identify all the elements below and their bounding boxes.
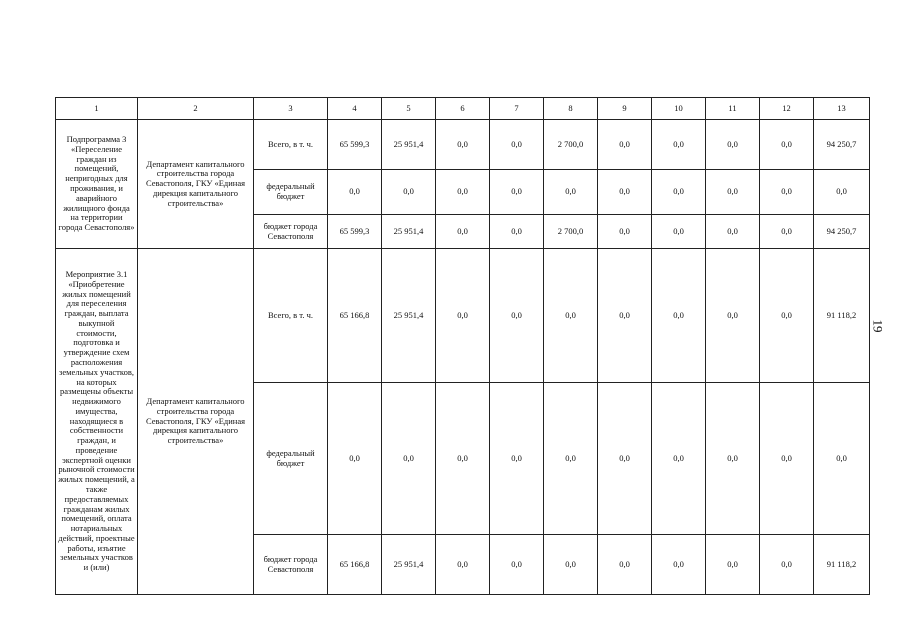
header-cell: 5 xyxy=(382,98,436,120)
value-cell: 0,0 xyxy=(382,170,436,215)
value-cell: 0,0 xyxy=(598,535,652,595)
value-cell: 0,0 xyxy=(706,535,760,595)
value-cell: 0,0 xyxy=(652,535,706,595)
funding-source-cell: бюджет города Севастополя xyxy=(254,535,328,595)
value-cell: 65 599,3 xyxy=(328,120,382,170)
value-cell: 25 951,4 xyxy=(382,249,436,383)
value-cell: 0,0 xyxy=(544,535,598,595)
funding-source-cell: федеральный бюджет xyxy=(254,170,328,215)
value-cell: 94 250,7 xyxy=(814,120,870,170)
value-cell: 65 166,8 xyxy=(328,535,382,595)
header-row xyxy=(56,98,870,120)
funding-source-cell: бюджет города Севастополя xyxy=(254,215,328,249)
value-cell: 0,0 xyxy=(706,215,760,249)
value-cell: 0,0 xyxy=(598,249,652,383)
executor-cell: Департамент капитального строительства города Севастополя, ГКУ «Единая дирекция капитального строительства» xyxy=(138,249,254,595)
value-cell: 0,0 xyxy=(436,170,490,215)
value-cell: 0,0 xyxy=(652,383,706,535)
header-cell: 11 xyxy=(706,98,760,120)
value-cell: 0,0 xyxy=(814,170,870,215)
value-cell: 25 951,4 xyxy=(382,120,436,170)
funding-source-cell: Всего, в т. ч. xyxy=(254,249,328,383)
header-cell: 2 xyxy=(138,98,254,120)
value-cell: 0,0 xyxy=(598,383,652,535)
value-cell: 0,0 xyxy=(760,120,814,170)
value-cell: 65 599,3 xyxy=(328,215,382,249)
value-cell: 0,0 xyxy=(598,170,652,215)
header-cell: 12 xyxy=(760,98,814,120)
value-cell: 0,0 xyxy=(760,170,814,215)
value-cell: 0,0 xyxy=(490,383,544,535)
page-number: 19 xyxy=(870,319,886,333)
header-cell: 7 xyxy=(490,98,544,120)
value-cell: 25 951,4 xyxy=(382,215,436,249)
value-cell: 0,0 xyxy=(652,249,706,383)
header-cell: 6 xyxy=(436,98,490,120)
value-cell: 0,0 xyxy=(760,535,814,595)
value-cell: 25 951,4 xyxy=(382,535,436,595)
value-cell: 0,0 xyxy=(544,249,598,383)
value-cell: 0,0 xyxy=(706,383,760,535)
table-row xyxy=(56,120,870,170)
value-cell: 0,0 xyxy=(598,215,652,249)
value-cell: 65 166,8 xyxy=(328,249,382,383)
value-cell: 2 700,0 xyxy=(544,215,598,249)
budget-table xyxy=(55,97,870,595)
value-cell: 0,0 xyxy=(490,249,544,383)
header-cell: 3 xyxy=(254,98,328,120)
value-cell: 0,0 xyxy=(706,120,760,170)
value-cell: 0,0 xyxy=(706,249,760,383)
executor-cell: Департамент капитального строительства города Севастополя, ГКУ «Единая дирекция капитального строительства» xyxy=(138,120,254,249)
value-cell: 0,0 xyxy=(490,535,544,595)
value-cell: 0,0 xyxy=(436,215,490,249)
value-cell: 0,0 xyxy=(544,170,598,215)
value-cell: 0,0 xyxy=(652,170,706,215)
value-cell: 0,0 xyxy=(652,120,706,170)
header-cell: 1 xyxy=(56,98,138,120)
value-cell: 0,0 xyxy=(760,383,814,535)
value-cell: 0,0 xyxy=(652,215,706,249)
value-cell: 0,0 xyxy=(382,383,436,535)
value-cell: 0,0 xyxy=(436,120,490,170)
header-cell: 13 xyxy=(814,98,870,120)
value-cell: 0,0 xyxy=(436,535,490,595)
value-cell: 0,0 xyxy=(814,383,870,535)
value-cell: 91 118,2 xyxy=(814,535,870,595)
value-cell: 2 700,0 xyxy=(544,120,598,170)
value-cell: 0,0 xyxy=(598,120,652,170)
value-cell: 0,0 xyxy=(490,170,544,215)
value-cell: 91 118,2 xyxy=(814,249,870,383)
value-cell: 0,0 xyxy=(760,249,814,383)
value-cell: 94 250,7 xyxy=(814,215,870,249)
value-cell: 0,0 xyxy=(544,383,598,535)
funding-source-cell: федеральный бюджет xyxy=(254,383,328,535)
header-cell: 4 xyxy=(328,98,382,120)
value-cell: 0,0 xyxy=(706,170,760,215)
value-cell: 0,0 xyxy=(328,383,382,535)
value-cell: 0,0 xyxy=(490,215,544,249)
value-cell: 0,0 xyxy=(436,249,490,383)
funding-source-cell: Всего, в т. ч. xyxy=(254,120,328,170)
program-name-cell: Мероприятие 3.1 «Приобретение жилых помещений для переселения граждан, выплата выкупной стоимости, подготовка и утверждение схем расположения земельных участков, на которых размещены объекты недвижимого имущества, находящиеся в собственности граждан, и проведение экспертной оценки рыночной стоимости жилых помещений, а также предоставляемых гражданам жилых помещений, оплата нотариальных действий, проектные работы, изъятие земельных участков и (или) xyxy=(56,249,138,595)
table-row xyxy=(56,249,870,383)
header-cell: 8 xyxy=(544,98,598,120)
value-cell: 0,0 xyxy=(760,215,814,249)
value-cell: 0,0 xyxy=(436,383,490,535)
header-cell: 10 xyxy=(652,98,706,120)
program-name-cell: Подпрограмма 3 «Переселение граждан из помещений, непригодных для проживания, и аварийного жилищного фонда на территории города Севастополя» xyxy=(56,120,138,249)
value-cell: 0,0 xyxy=(490,120,544,170)
value-cell: 0,0 xyxy=(328,170,382,215)
header-cell: 9 xyxy=(598,98,652,120)
